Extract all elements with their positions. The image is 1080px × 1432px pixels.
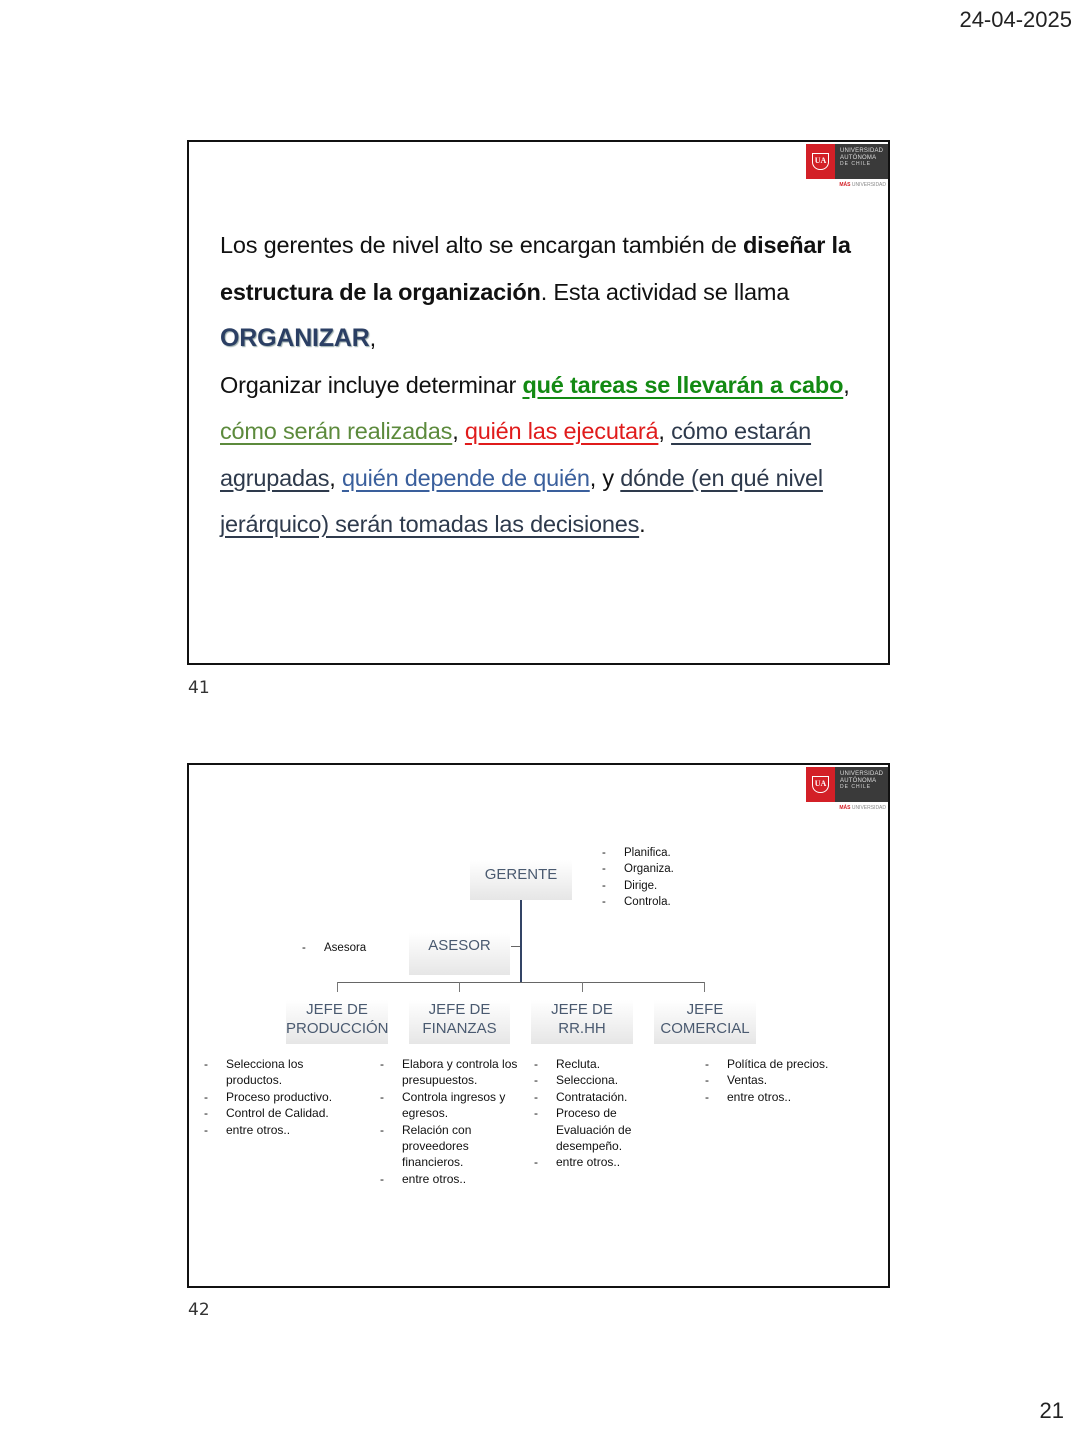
rrhh-functions: - Recluta. - Selecciona. - Contratación. - Proceso de Evaluación de desempeño. - entre otros.. bbox=[534, 1056, 644, 1171]
slide-number-41: 41 bbox=[188, 678, 210, 698]
gerente-functions: - Planifica. - Organiza. - Dirige. - Controla. bbox=[602, 845, 674, 911]
header-date: 24-04-2025 bbox=[959, 7, 1072, 32]
link-como-realizadas[interactable]: cómo serán realizadas bbox=[220, 418, 453, 444]
connector-asesor bbox=[511, 946, 520, 947]
organizar-highlight: ORGANIZAR bbox=[220, 324, 370, 352]
logo-name: UNIVERSIDAD AUTÓNOMA DE CHILE bbox=[835, 767, 888, 802]
ua-shield-icon: UA bbox=[806, 767, 835, 802]
slide-number-42: 42 bbox=[188, 1300, 210, 1320]
produccion-functions: - Selecciona los productos. - Proceso productivo. - Control de Calidad. - entre otros.. bbox=[204, 1056, 354, 1138]
node-asesor: ASESOR bbox=[409, 933, 510, 975]
page-number: 21 bbox=[1039, 1398, 1064, 1423]
ua-shield-icon: UA bbox=[806, 144, 835, 179]
connector-tick-produccion bbox=[337, 982, 338, 992]
node-gerente: GERENTE bbox=[470, 860, 572, 900]
node-jefe-rrhh: JEFE DE RR.HH bbox=[531, 1000, 633, 1044]
university-logo bbox=[806, 142, 888, 190]
bold-phrase: diseñar la estructura de la organización bbox=[220, 232, 851, 305]
asesor-functions: - Asesora bbox=[302, 940, 366, 956]
connector-horizontal bbox=[337, 982, 705, 983]
comercial-functions: - Política de precios. - Ventas. - entre otros.. bbox=[705, 1056, 865, 1105]
connector-vertical-main bbox=[520, 900, 522, 983]
node-jefe-comercial: JEFE COMERCIAL bbox=[654, 1000, 756, 1044]
connector-tick-comercial bbox=[704, 982, 705, 992]
connector-tick-finanzas bbox=[459, 982, 460, 992]
link-como-agrupadas[interactable]: cómo estarán agrupadas bbox=[220, 418, 812, 491]
finanzas-functions: - Elabora y controla los presupuestos. - Controla ingresos y egresos. - Relación con proveedores financieros. - entre otros.. bbox=[380, 1056, 520, 1187]
slide-42 bbox=[187, 763, 890, 1288]
slide-paragraph: Los gerentes de nivel alto se encargan también de diseñar la estructura de la organización. Esta actividad se llama ORGANIZAR, Organizar incluye determinar qué tareas se llevarán a cabo, cómo serán realizadas, quién las ejecutará, cómo estarán agrupadas, quién depende de quién, y dónde (en qué nivel jerárquico) serán tomadas las decisiones. bbox=[220, 232, 851, 537]
slide-41 bbox=[187, 140, 890, 665]
node-jefe-produccion: JEFE DE PRODUCCIÓN bbox=[286, 1000, 388, 1044]
node-jefe-finanzas: JEFE DE FINANZAS bbox=[409, 1000, 510, 1044]
link-donde-decisiones[interactable]: dónde (en qué nivel jerárquico) serán tomadas las decisiones bbox=[220, 464, 823, 537]
link-que-tareas[interactable]: qué tareas se llevarán a cabo bbox=[522, 371, 844, 398]
link-quien-ejecutara[interactable]: quién las ejecutará bbox=[464, 418, 659, 444]
university-logo bbox=[806, 765, 888, 813]
logo-tagline: MÁS UNIVERSIDAD bbox=[839, 182, 886, 188]
link-quien-depende[interactable]: quién depende de quién bbox=[341, 464, 590, 491]
connector-tick-rrhh bbox=[582, 982, 583, 992]
logo-name: UNIVERSIDAD AUTÓNOMA DE CHILE bbox=[835, 144, 888, 179]
logo-tagline: MÁS UNIVERSIDAD bbox=[839, 805, 886, 811]
